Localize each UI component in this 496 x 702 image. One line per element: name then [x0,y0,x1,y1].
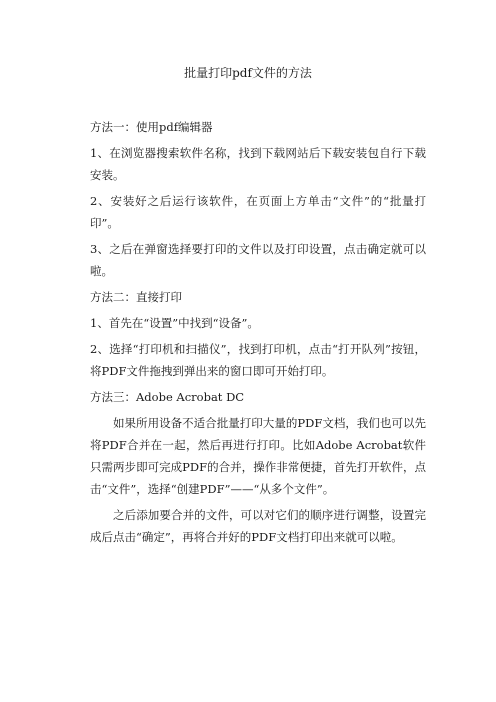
document-body [90,116,426,552]
method-two-step-1: 1、首先在“设置”中找到“设备”。 [90,316,259,330]
method-three-heading: 方法三：Adobe Acrobat DC [90,390,245,404]
method-three-paragraph-1: 如果所用设备不适合批量打印大量的PDF文档，我们也可以先将PDF合并在一起，然后再进行打印。比如Adobe Acrobat软件只需两步即可完成PDF的合并，操作非常便捷，首先打开软件，点击“文件”，选择“创建PDF”——“从多个文件”。 [90,416,426,496]
method-three-paragraph-2: 之后添加要合并的文件，可以对它们的顺序进行调整，设置完成后点击“确定”，再将合并好的PDF文档打印出来就可以啦。 [90,508,426,544]
document-title: 批量打印pdf文件的方法 [184,66,312,80]
method-one-step-1: 1、在浏览器搜索软件名称，找到下载网站后下载安装包自行下载安装。 [90,146,426,182]
method-two-heading: 方法二：直接打印 [90,290,182,304]
method-one-heading: 方法一：使用pdf编辑器 [90,120,213,134]
method-one-step-2: 2、安装好之后运行该软件，在页面上方单击“文件”的“批量打印”。 [90,194,426,230]
method-one-step-3: 3、之后在弹窗选择要打印的文件以及打印设置，点击确定就可以啦。 [90,242,426,278]
method-two-step-2: 2、选择“打印机和扫描仪”，找到打印机，点击“打开队列”按钮，将PDF文件拖拽到弹出来的窗口即可开始打印。 [90,342,426,378]
